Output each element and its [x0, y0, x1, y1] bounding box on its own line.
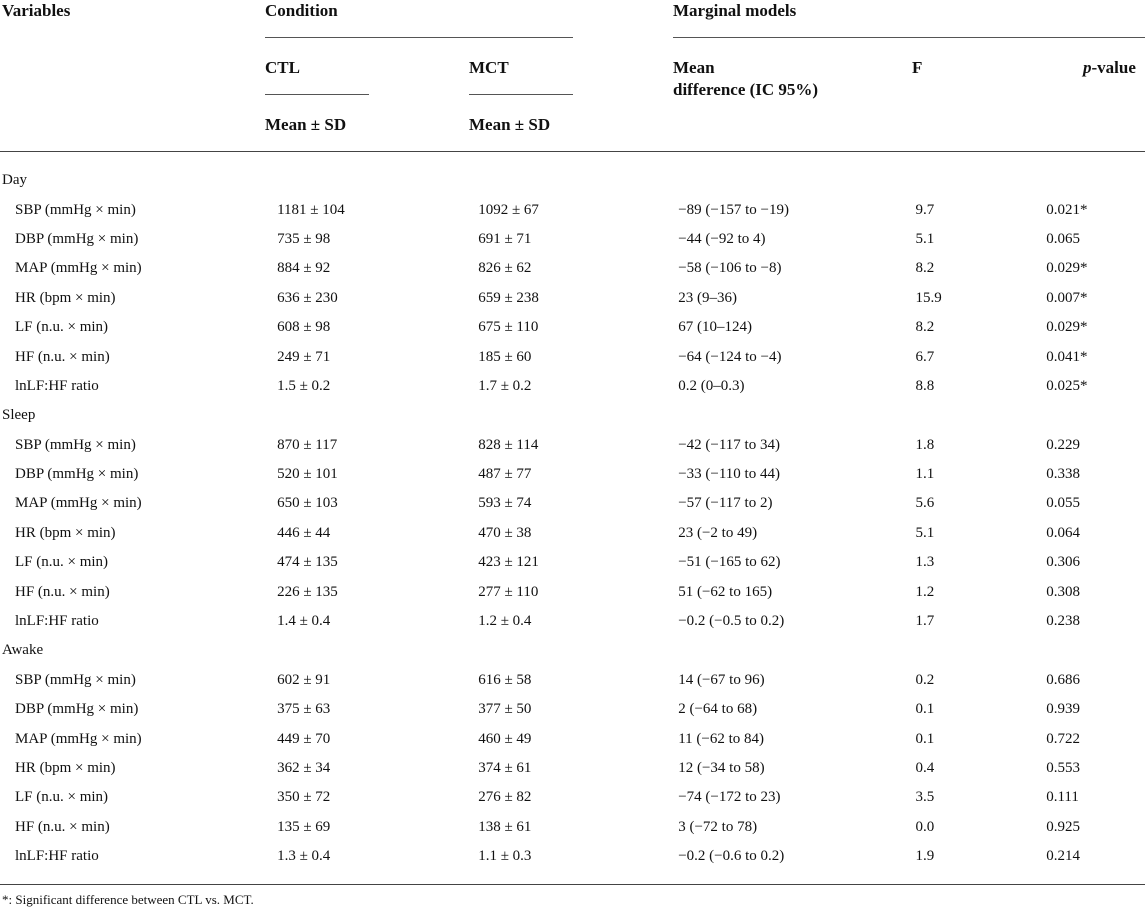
table-row [0, 695, 1145, 724]
header-mean-difference [673, 57, 818, 101]
section-row-day [0, 166, 1145, 195]
header-p-value [1083, 57, 1136, 79]
f-cell: 0.2 [915, 671, 935, 688]
variable-cell: HF (n.u. × min) [15, 348, 110, 365]
table-bottom-rule [0, 884, 1145, 885]
p-value-cell: 0.308 [1046, 583, 1080, 600]
table-row [0, 548, 1145, 577]
f-cell: 5.1 [915, 524, 935, 541]
mean-diff-cell: −89 (−157 to −19) [678, 201, 789, 218]
mean-diff-cell: −0.2 (−0.6 to 0.2) [678, 848, 785, 865]
ctl-cell: 602 ± 91 [277, 671, 331, 688]
mct-cell: 374 ± 61 [478, 760, 532, 776]
mean-diff-cell: −42 (−117 to 34) [678, 436, 780, 453]
variable-cell: MAP (mmHg × min) [15, 730, 142, 747]
mct-cell: 828 ± 114 [478, 436, 539, 453]
mean-diff-cell: −58 (−106 to −8) [678, 260, 782, 277]
header-p-rest: -value [1091, 58, 1136, 77]
variable-cell: DBP (mmHg × min) [15, 230, 139, 247]
p-value-cell: 0.722 [1046, 730, 1080, 747]
mct-cell: 276 ± 82 [478, 789, 532, 806]
variable-cell: HF (n.u. × min) [15, 583, 110, 600]
ctl-cell: 249 ± 71 [277, 348, 331, 365]
p-value-cell: 0.229 [1046, 436, 1080, 453]
p-value-cell: 0.111 [1046, 789, 1079, 806]
f-cell: 3.5 [915, 789, 935, 806]
p-value-cell: 0.553 [1046, 760, 1080, 776]
header-mean-difference-line2: difference (IC 95%) [673, 80, 819, 99]
mct-cell: 1.7 ± 0.2 [478, 377, 532, 394]
table-row [0, 313, 1145, 342]
mean-diff-cell: 11 (−62 to 84) [678, 730, 765, 747]
header-condition: Condition [265, 1, 338, 20]
ctl-cell: 1.4 ± 0.4 [277, 613, 331, 630]
mct-cell: 185 ± 60 [478, 348, 532, 365]
table-row [0, 225, 1145, 254]
table-row [0, 372, 1145, 401]
table-row [0, 460, 1145, 489]
header-mean-difference-line1: Mean [673, 58, 715, 77]
mct-cell: 593 ± 74 [478, 495, 532, 512]
section-row-sleep [0, 401, 1145, 430]
f-cell: 1.3 [915, 554, 935, 571]
ctl-cell: 520 ± 101 [277, 466, 338, 483]
variable-cell: HR (bpm × min) [15, 760, 116, 776]
f-cell: 15.9 [915, 289, 942, 306]
mct-rule [469, 94, 573, 95]
variable-cell: DBP (mmHg × min) [15, 701, 139, 718]
section-title: Day [2, 172, 27, 189]
f-cell: 0.0 [915, 818, 935, 835]
f-cell: 1.1 [915, 466, 935, 483]
mean-diff-cell: 12 (−34 to 58) [678, 760, 765, 776]
table-row [0, 195, 1145, 224]
table-row [0, 254, 1145, 283]
mct-cell: 377 ± 50 [478, 701, 532, 718]
p-value-cell: 0.029* [1046, 260, 1088, 277]
condition-rule [265, 37, 573, 38]
ctl-cell: 608 ± 98 [277, 319, 331, 336]
ctl-cell: 735 ± 98 [277, 230, 331, 247]
mct-cell: 487 ± 77 [478, 466, 532, 483]
mct-cell: 470 ± 38 [478, 524, 532, 541]
ctl-cell: 884 ± 92 [277, 260, 331, 277]
table-row [0, 754, 1145, 783]
mean-diff-cell: −64 (−124 to −4) [678, 348, 782, 365]
mean-diff-cell: −44 (−92 to 4) [678, 230, 766, 247]
ctl-cell: 362 ± 34 [277, 760, 331, 776]
ctl-cell: 449 ± 70 [277, 730, 331, 747]
mean-diff-cell: −33 (−110 to 44) [678, 466, 780, 483]
f-cell: 5.6 [915, 495, 935, 512]
header-f: F [912, 58, 923, 77]
p-value-cell: 0.041* [1046, 348, 1088, 365]
p-value-cell: 0.065 [1046, 230, 1080, 247]
mct-cell: 1.1 ± 0.3 [478, 848, 532, 865]
f-cell: 1.2 [915, 583, 935, 600]
mean-diff-cell: 51 (−62 to 165) [678, 583, 773, 600]
ctl-cell: 1.3 ± 0.4 [277, 848, 331, 865]
variable-cell: SBP (mmHg × min) [15, 436, 136, 453]
variable-cell: DBP (mmHg × min) [15, 466, 139, 483]
f-cell: 5.1 [915, 230, 935, 247]
ctl-cell: 636 ± 230 [277, 289, 338, 306]
section-title: Awake [2, 642, 44, 659]
mct-cell: 659 ± 238 [478, 289, 539, 306]
mean-diff-cell: 14 (−67 to 96) [678, 671, 765, 688]
table-row [0, 342, 1145, 371]
p-value-cell: 0.238 [1046, 613, 1080, 630]
variable-cell: LF (n.u. × min) [15, 319, 109, 336]
ctl-cell: 446 ± 44 [277, 524, 331, 541]
variable-cell: LF (n.u. × min) [15, 554, 109, 571]
f-cell: 0.1 [915, 701, 935, 718]
variable-cell: MAP (mmHg × min) [15, 260, 142, 277]
ctl-cell: 350 ± 72 [277, 789, 331, 806]
header-p-italic: p [1083, 58, 1092, 77]
ctl-cell: 870 ± 117 [277, 436, 338, 453]
mct-cell: 1.2 ± 0.4 [478, 613, 532, 630]
header-bottom-rule [0, 151, 1145, 152]
f-cell: 8.2 [915, 319, 935, 336]
mct-cell: 691 ± 71 [478, 230, 532, 247]
table-row [0, 489, 1145, 518]
mean-diff-cell: 2 (−64 to 68) [678, 701, 758, 718]
header-variables: Variables [2, 1, 71, 20]
f-cell: 9.7 [915, 201, 935, 218]
mean-diff-cell: 3 (−72 to 78) [678, 818, 758, 835]
ctl-cell: 375 ± 63 [277, 701, 331, 718]
f-cell: 0.4 [915, 760, 935, 776]
mean-diff-cell: 67 (10–124) [678, 319, 752, 336]
table-row [0, 813, 1145, 842]
mct-cell: 423 ± 121 [478, 554, 539, 571]
variable-cell: SBP (mmHg × min) [15, 201, 136, 218]
ctl-rule [265, 94, 369, 95]
p-value-cell: 0.306 [1046, 554, 1080, 571]
results-table [0, 166, 1145, 871]
variable-cell: HR (bpm × min) [15, 289, 116, 306]
header-ctl: CTL [265, 58, 300, 77]
p-value-cell: 0.939 [1046, 701, 1080, 718]
p-value-cell: 0.338 [1046, 466, 1080, 483]
table-row [0, 783, 1145, 812]
f-cell: 1.9 [915, 848, 935, 865]
p-value-cell: 0.055 [1046, 495, 1080, 512]
variable-cell: lnLF:HF ratio [15, 377, 99, 394]
mct-cell: 460 ± 49 [478, 730, 532, 747]
table-row [0, 724, 1145, 753]
mean-diff-cell: 23 (−2 to 49) [678, 524, 758, 541]
header-marginal-models: Marginal models [673, 1, 797, 20]
variable-cell: HF (n.u. × min) [15, 818, 110, 835]
header-ctl-mean-sd: Mean ± SD [265, 115, 347, 134]
mct-cell: 1092 ± 67 [478, 201, 539, 218]
mean-diff-cell: −0.2 (−0.5 to 0.2) [678, 613, 785, 630]
f-cell: 0.1 [915, 730, 935, 747]
variable-cell: lnLF:HF ratio [15, 848, 99, 865]
table-row [0, 842, 1145, 871]
table-row [0, 284, 1145, 313]
mean-diff-cell: 0.2 (0–0.3) [678, 377, 745, 394]
f-cell: 1.8 [915, 436, 935, 453]
ctl-cell: 474 ± 135 [277, 554, 338, 571]
marginal-models-rule [673, 37, 1145, 38]
f-cell: 8.2 [915, 260, 935, 277]
f-cell: 6.7 [915, 348, 935, 365]
variable-cell: MAP (mmHg × min) [15, 495, 142, 512]
ctl-cell: 650 ± 103 [277, 495, 338, 512]
header-mct-mean-sd: Mean ± SD [469, 115, 551, 134]
table-row [0, 607, 1145, 636]
mct-cell: 616 ± 58 [478, 671, 532, 688]
table-row [0, 519, 1145, 548]
footnote: *: Significant difference between CTL vs. MCT. [2, 892, 254, 907]
mct-cell: 675 ± 110 [478, 319, 539, 336]
p-value-cell: 0.029* [1046, 319, 1088, 336]
mct-cell: 826 ± 62 [478, 260, 532, 277]
header-mct: MCT [469, 58, 509, 77]
table-row [0, 431, 1145, 460]
mean-diff-cell: −74 (−172 to 23) [678, 789, 781, 806]
variable-cell: SBP (mmHg × min) [15, 671, 136, 688]
ctl-cell: 1.5 ± 0.2 [277, 377, 331, 394]
mct-cell: 138 ± 61 [478, 818, 532, 835]
p-value-cell: 0.214 [1046, 848, 1080, 865]
f-cell: 1.7 [915, 613, 935, 630]
section-row-awake [0, 636, 1145, 665]
ctl-cell: 226 ± 135 [277, 583, 338, 600]
table-row [0, 577, 1145, 606]
mct-cell: 277 ± 110 [478, 583, 539, 600]
variable-cell: LF (n.u. × min) [15, 789, 109, 806]
p-value-cell: 0.064 [1046, 524, 1080, 541]
p-value-cell: 0.007* [1046, 289, 1088, 306]
variable-cell: lnLF:HF ratio [15, 613, 99, 630]
section-title: Sleep [2, 407, 36, 424]
p-value-cell: 0.025* [1046, 377, 1088, 394]
p-value-cell: 0.686 [1046, 671, 1080, 688]
ctl-cell: 135 ± 69 [277, 818, 331, 835]
table-row [0, 666, 1145, 695]
variable-cell: HR (bpm × min) [15, 524, 116, 541]
mean-diff-cell: 23 (9–36) [678, 289, 737, 306]
ctl-cell: 1181 ± 104 [277, 201, 345, 218]
f-cell: 8.8 [915, 377, 935, 394]
mean-diff-cell: −57 (−117 to 2) [678, 495, 773, 512]
mean-diff-cell: −51 (−165 to 62) [678, 554, 781, 571]
p-value-cell: 0.925 [1046, 818, 1080, 835]
p-value-cell: 0.021* [1046, 201, 1088, 218]
